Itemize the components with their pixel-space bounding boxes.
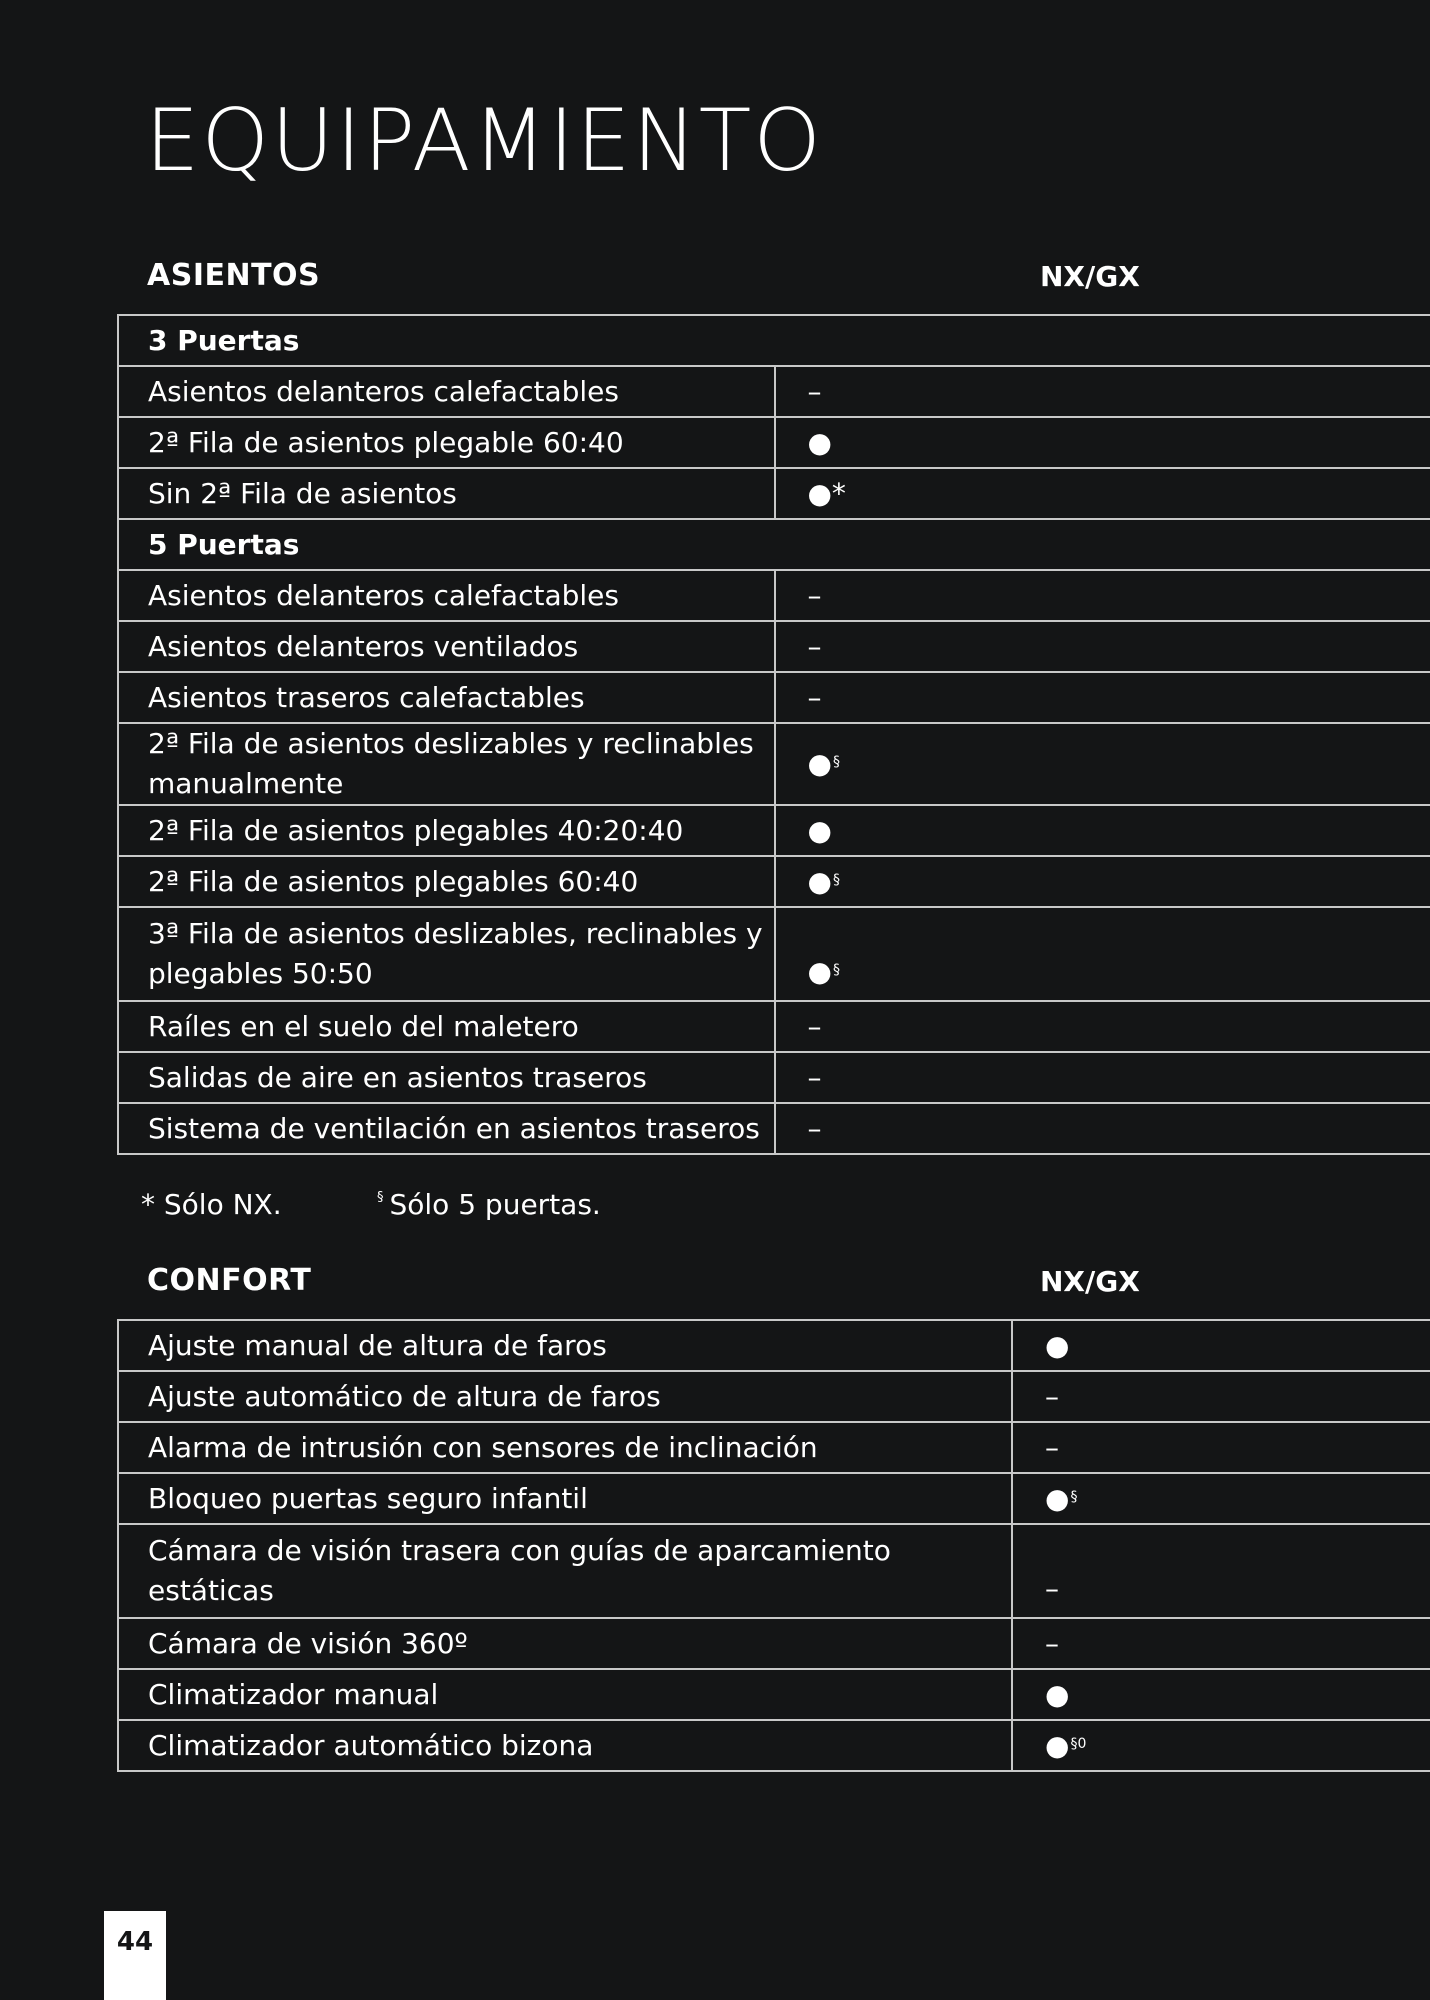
footnote-mark: § bbox=[832, 871, 840, 888]
footnote-mark: § bbox=[832, 962, 840, 978]
feature-cell: Salidas de aire en asientos traseros bbox=[118, 1052, 775, 1103]
feature-cell: Climatizador automático bizona bbox=[118, 1720, 1012, 1771]
feature-cell: Bloqueo puertas seguro infantil bbox=[118, 1473, 1012, 1524]
value-cell: – bbox=[775, 1052, 1430, 1103]
confort-column-title: NX/GX bbox=[1040, 1265, 1140, 1298]
confort-title: CONFORT bbox=[147, 1263, 312, 1298]
footnote-mark: §0 bbox=[1070, 1735, 1087, 1752]
table-row bbox=[118, 805, 1430, 856]
value-cell: – bbox=[1012, 1524, 1430, 1618]
asientos-header bbox=[117, 258, 1430, 314]
value-cell: – bbox=[775, 621, 1430, 672]
footnote-1: * Sólo NX. bbox=[141, 1188, 282, 1221]
feature-cell: Asientos delanteros calefactables bbox=[118, 366, 775, 417]
feature-cell: Asientos traseros calefactables bbox=[118, 672, 775, 723]
feature-cell: Climatizador manual bbox=[118, 1669, 1012, 1720]
feature-cell: Asientos delanteros ventilados bbox=[118, 621, 775, 672]
feature-cell: 2ª Fila de asientos deslizables y reclinables manualmente bbox=[118, 723, 775, 805]
group-label: 3 Puertas bbox=[118, 315, 1430, 366]
value-cell: ●$^{\S 0}$ bbox=[1012, 1720, 1430, 1771]
group-row bbox=[118, 315, 1430, 366]
page-number: 44 bbox=[104, 1911, 166, 2000]
feature-cell: Sin 2ª Fila de asientos bbox=[118, 468, 775, 519]
feature-cell: 2ª Fila de asientos plegable 60:40 bbox=[118, 417, 775, 468]
value-cell: – bbox=[775, 1001, 1430, 1052]
table-row bbox=[118, 417, 1430, 468]
value-cell: – bbox=[1012, 1422, 1430, 1473]
table-row bbox=[118, 856, 1430, 907]
confort-table bbox=[117, 1319, 1430, 1772]
feature-cell: Cámara de visión trasera con guías de aparcamiento estáticas bbox=[118, 1524, 1012, 1618]
value-cell: – bbox=[775, 1103, 1430, 1154]
footnote-2 bbox=[377, 1188, 601, 1221]
group-label: 5 Puertas bbox=[118, 519, 1430, 570]
table-row bbox=[118, 1320, 1430, 1371]
feature-cell: Alarma de intrusión con sensores de inclinación bbox=[118, 1422, 1012, 1473]
footnotes bbox=[141, 1188, 601, 1221]
table-row bbox=[118, 1103, 1430, 1154]
value-cell: – bbox=[775, 570, 1430, 621]
value-cell: ● bbox=[775, 417, 1430, 468]
feature-cell: Cámara de visión 360º bbox=[118, 1618, 1012, 1669]
value-cell: – bbox=[775, 366, 1430, 417]
table-row bbox=[118, 1720, 1430, 1771]
value-cell: ● bbox=[775, 805, 1430, 856]
table-row bbox=[118, 1422, 1430, 1473]
table-row bbox=[118, 723, 1430, 805]
page-title: EQUIPAMIENTO bbox=[145, 91, 823, 191]
confort-section bbox=[117, 1263, 1430, 1772]
value-cell: ● bbox=[1012, 1669, 1430, 1720]
value-cell: – bbox=[1012, 1618, 1430, 1669]
table-row bbox=[118, 1001, 1430, 1052]
table-row bbox=[118, 1473, 1430, 1524]
feature-cell: Raíles en el suelo del maletero bbox=[118, 1001, 775, 1052]
value-cell: ●§ bbox=[775, 723, 1430, 805]
table-row bbox=[118, 1371, 1430, 1422]
asientos-title: ASIENTOS bbox=[147, 258, 321, 293]
table-row bbox=[118, 1669, 1430, 1720]
feature-cell: Sistema de ventilación en asientos traseros bbox=[118, 1103, 775, 1154]
asientos-section bbox=[117, 258, 1430, 1155]
table-row bbox=[118, 468, 1430, 519]
footnote-2-symbol: § bbox=[377, 1190, 384, 1205]
footnote-mark: § bbox=[832, 754, 840, 770]
table-row bbox=[118, 672, 1430, 723]
feature-cell: Ajuste automático de altura de faros bbox=[118, 1371, 1012, 1422]
feature-cell: 2ª Fila de asientos plegables 40:20:40 bbox=[118, 805, 775, 856]
table-row bbox=[118, 1052, 1430, 1103]
confort-header bbox=[117, 1263, 1430, 1319]
asientos-table bbox=[117, 314, 1430, 1155]
feature-cell: Asientos delanteros calefactables bbox=[118, 570, 775, 621]
value-cell: ●§ bbox=[775, 856, 1430, 907]
table-row bbox=[118, 907, 1430, 1001]
group-row bbox=[118, 519, 1430, 570]
footnote-2-text: Sólo 5 puertas. bbox=[389, 1188, 601, 1221]
value-cell: ●§ bbox=[775, 907, 1430, 1001]
value-cell: ●§ bbox=[1012, 1473, 1430, 1524]
table-row bbox=[118, 570, 1430, 621]
value-cell: ●* bbox=[775, 468, 1430, 519]
table-row bbox=[118, 366, 1430, 417]
value-cell: – bbox=[775, 672, 1430, 723]
table-row bbox=[118, 1618, 1430, 1669]
table-row bbox=[118, 1524, 1430, 1618]
value-cell: ● bbox=[1012, 1320, 1430, 1371]
asientos-column-title: NX/GX bbox=[1040, 260, 1140, 293]
feature-cell: 3ª Fila de asientos deslizables, reclinables y plegables 50:50 bbox=[118, 907, 775, 1001]
value-cell: – bbox=[1012, 1371, 1430, 1422]
feature-cell: 2ª Fila de asientos plegables 60:40 bbox=[118, 856, 775, 907]
table-row bbox=[118, 621, 1430, 672]
feature-cell: Ajuste manual de altura de faros bbox=[118, 1320, 1012, 1371]
footnote-mark: § bbox=[1070, 1488, 1078, 1505]
